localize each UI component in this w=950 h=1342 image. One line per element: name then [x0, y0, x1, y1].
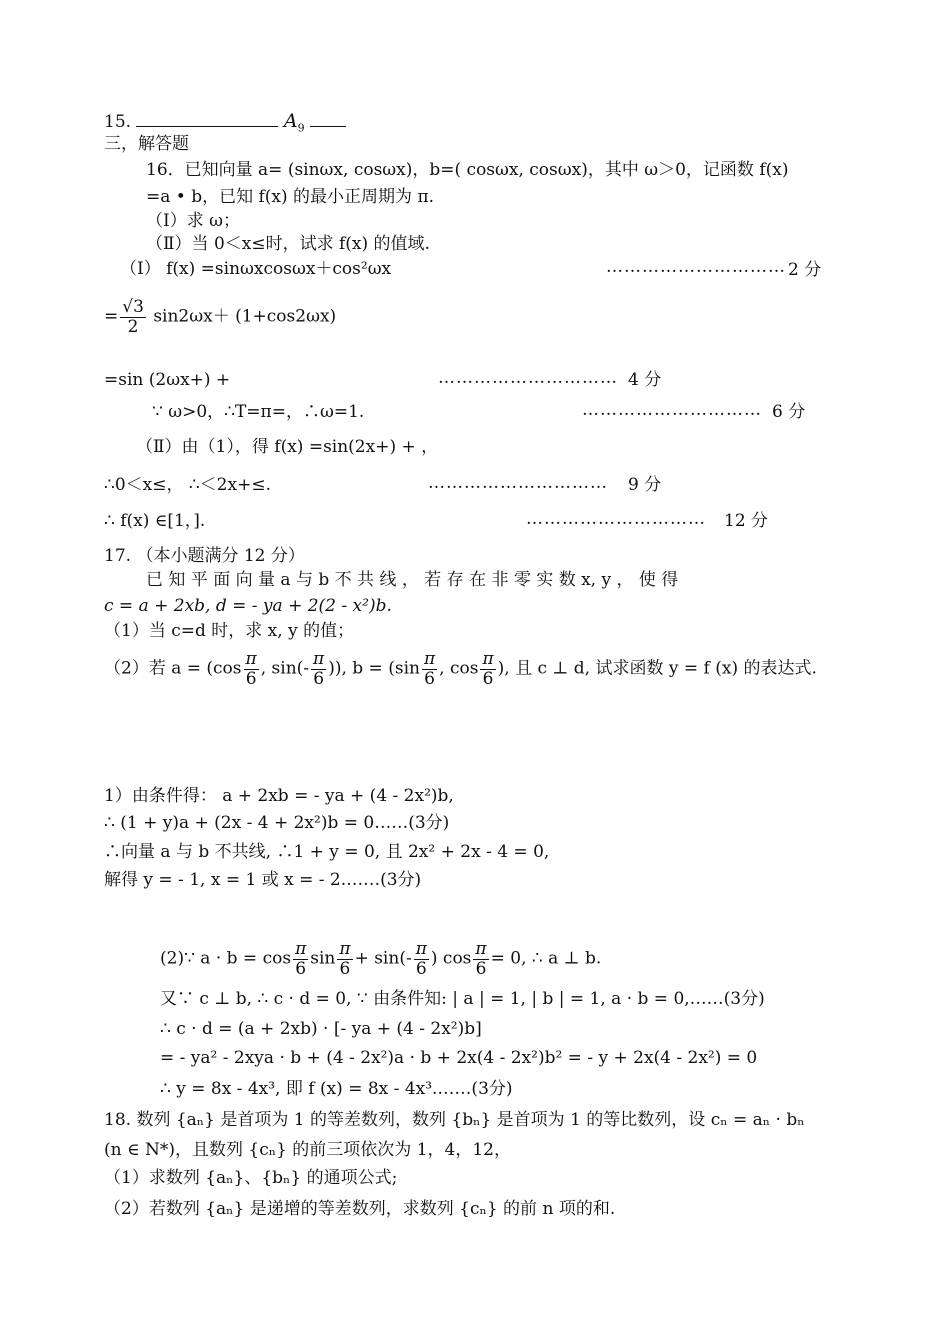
q17-part2-c: + sin(-: [354, 948, 412, 969]
frac-numerator: π: [295, 939, 307, 959]
q17-line-5-part-c: )), b = (sin: [328, 658, 420, 679]
q16-step-1-dots: …………………………: [606, 257, 786, 277]
q17-part2-line-5: ∴ y = 8x - 4x³, 即 f (x) = 8x - 4x³.……(3分): [160, 1079, 513, 1099]
q15-line: [104, 110, 346, 135]
q16-step-6: ∴0＜x≤， ∴＜2x+≤.: [104, 475, 271, 495]
q16-step-7-score: 12 分: [724, 511, 769, 531]
pi-over-6-frac: [244, 650, 259, 688]
q16-step-2-rest: sin2ωx＋ (1+cos2ωx): [153, 306, 337, 327]
q17-part2-e: = 0, ∴ a ⊥ b.: [490, 948, 602, 969]
q17-line-4: （1）当 c=d 时，求 x, y 的值；: [104, 621, 355, 641]
q17-part2-d: ) cos: [430, 948, 472, 969]
pi-over-6-frac: [293, 940, 308, 978]
q17-part2-line-1: [160, 940, 601, 978]
q16-step-4: ∵ ω>0，∴T=π=，∴ω=1.: [152, 402, 365, 422]
q18-line-1: 18. 数列 {aₙ} 是首项为 1 的等差数列，数列 {bₙ} 是首项为 1 的等比数列，设 cₙ = aₙ · bₙ: [104, 1110, 805, 1130]
q16-step-3: =sin (2ωx+) +: [104, 370, 231, 390]
q16-step-6-dots: …………………………: [428, 473, 608, 493]
q15-answer: A: [283, 110, 298, 132]
frac-denominator: 6: [415, 958, 427, 979]
q17-answer-4: 解得 y = - 1, x = 1 或 x = - 2.……(3分): [104, 870, 422, 890]
q17-line-5-part-b: , sin(-: [260, 658, 310, 679]
q16-step-4-dots: …………………………: [582, 400, 762, 420]
frac-denominator: 6: [245, 668, 257, 689]
q16-step-2: [104, 298, 336, 336]
q16-line-2: =a • b，已知 f(x) 的最小正周期为 π.: [146, 187, 435, 207]
q16-step-4-score: 6 分: [772, 402, 806, 422]
q16-step-3-dots: …………………………: [438, 368, 618, 388]
q17-answer-3: ∴向量 a 与 b 不共线, ∴1 + y = 0, 且 2x² + 2x - 4 = 0,: [104, 842, 550, 862]
q17-answer-1: 1）由条件得： a + 2xb = - ya + (4 - 2x²)b,: [104, 786, 454, 806]
q15-answer-sub: 9: [297, 121, 305, 135]
frac-numerator: π: [339, 939, 351, 959]
q17-part2-line-4: = - ya² - 2xya · b + (4 - 2x²)a · b + 2x(4 - 2x²)b² = - y + 2x(4 - 2x²) = 0: [160, 1048, 758, 1068]
q17-answer-2: ∴ (1 + y)a + (2x - 4 + 2x²)b = 0……(3分): [104, 813, 450, 833]
frac-numerator: π: [245, 649, 257, 669]
q16-step-5: （Ⅱ）由（1），得 f(x) =sin(2x+) + ，: [136, 437, 439, 457]
section-heading: 三，解答题: [104, 134, 189, 154]
frac-denominator: 6: [313, 668, 325, 689]
frac-numerator: π: [415, 939, 427, 959]
frac-denominator: 2: [127, 316, 139, 337]
pi-over-6-frac: [473, 940, 488, 978]
q15-blank-2: [310, 126, 346, 127]
q15-label: 15.: [104, 112, 132, 132]
q16-step-2-frac: [120, 298, 146, 336]
frac-denominator: 6: [339, 958, 351, 979]
frac-numerator: π: [313, 649, 325, 669]
frac-numerator: π: [423, 649, 436, 669]
q17-line-3: c = a + 2xb, d = - ya + 2(2 - x²)b.: [104, 596, 392, 616]
q16-step-1-score: 2 分: [788, 260, 822, 280]
pi-over-6-frac: [311, 650, 326, 688]
q17-line-5-part-e: ), 且 c ⊥ d, 试求函数 y = f (x) 的表达式.: [497, 658, 817, 679]
q16-line-4: （Ⅱ）当 0＜x≤时，试求 f(x) 的值域.: [146, 234, 430, 254]
q18-line-4: （2）若数列 {aₙ} 是递增的等差数列，求数列 {cₙ} 的前 n 项的和.: [104, 1199, 616, 1219]
pi-over-6-frac: [422, 650, 437, 688]
q17-line-5-part-a: （2）若 a = (cos: [104, 658, 242, 679]
q17-line-5-part-d: , cos: [439, 658, 479, 679]
q17-line-5: [104, 650, 817, 688]
q18-line-2: (n ∈ N*)，且数列 {cₙ} 的前三项依次为 1，4，12，: [104, 1140, 511, 1160]
q16-step-3-score: 4 分: [628, 370, 662, 390]
q15-blank-1: [136, 126, 278, 127]
frac-denominator: 6: [475, 958, 487, 979]
q16-step-1: （Ⅰ） f(x) =sinωxcosωx＋cos²ωx: [120, 259, 392, 279]
q18-line-3: （1）求数列 {aₙ}、{bₙ} 的通项公式;: [104, 1168, 398, 1188]
q17-line-1: 17. （本小题满分 12 分）: [104, 546, 305, 566]
q17-part2-line-2: 又∵ c ⊥ b, ∴ c · d = 0, ∵ 由条件知: | a | = 1, | b | = 1, a · b = 0,……(3分): [160, 989, 765, 1009]
frac-numerator: π: [482, 649, 494, 669]
frac-numerator: π: [475, 939, 487, 959]
q16-step-7: ∴ f(x) ∈[1，].: [104, 511, 206, 531]
frac-denominator: 6: [482, 668, 494, 689]
q17-part2-a: (2)∵ a · b = cos: [160, 948, 292, 969]
q16-step-6-score: 9 分: [628, 475, 662, 495]
frac-numerator: √3: [122, 297, 144, 317]
frac-denominator: 6: [424, 668, 435, 689]
q16-line-1: 16．已知向量 a= (sinωx, cosωx)，b=( cosωx, cosωx)，其中 ω＞0，记函数 f(x): [146, 160, 789, 180]
pi-over-6-frac: [337, 940, 352, 978]
q17-line-2: 已 知 平 面 向 量 a 与 b 不 共 线 ， 若 存 在 非 零 实 数 x, y ， 使 得: [146, 570, 679, 590]
q16-line-3: （Ⅰ）求 ω；: [146, 211, 240, 231]
q17-part2-line-3: ∴ c · d = (a + 2xb) · [- ya + (4 - 2x²)b]: [160, 1019, 482, 1039]
q16-step-2-eq: =: [104, 306, 119, 327]
q17-part2-b: sin: [310, 948, 336, 969]
pi-over-6-frac: [414, 940, 429, 978]
frac-denominator: 6: [295, 958, 307, 979]
pi-over-6-frac: [480, 650, 495, 688]
q16-step-7-dots: …………………………: [526, 509, 706, 529]
